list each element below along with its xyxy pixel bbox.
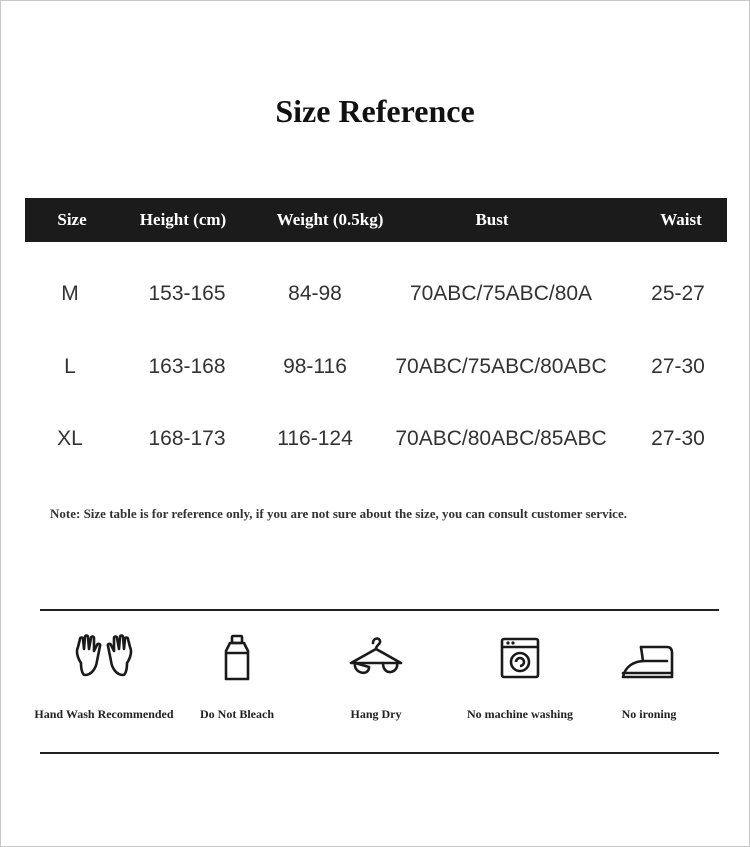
cell-height: 168-173 xyxy=(148,427,226,450)
cell-height: 163-168 xyxy=(148,355,226,378)
care-item-hang-dry xyxy=(301,629,451,729)
header-weight: Weight (0.5kg) xyxy=(276,210,384,229)
iron-icon xyxy=(619,633,679,683)
bleach-bottle-icon xyxy=(220,633,254,683)
care-label: Hang Dry xyxy=(350,707,402,721)
washing-machine-icon xyxy=(498,633,542,683)
cell-weight: 98-116 xyxy=(283,355,347,378)
header-height: Height (cm) xyxy=(139,210,227,229)
header-bust: Bust xyxy=(475,210,509,229)
cell-weight: 116-124 xyxy=(277,427,353,450)
size-table-header xyxy=(25,198,727,242)
care-label: Hand Wash Recommended xyxy=(34,707,174,721)
cell-bust: 70ABC/75ABC/80A xyxy=(409,282,593,305)
care-item-no-ironing xyxy=(574,629,724,729)
header-waist: Waist xyxy=(660,210,702,229)
table-row xyxy=(25,347,727,387)
care-item-hand-wash xyxy=(29,629,179,729)
care-item-no-machine xyxy=(445,629,595,729)
table-row xyxy=(25,419,727,459)
cell-bust: 70ABC/75ABC/80ABC xyxy=(395,355,607,378)
page-title: Size Reference xyxy=(275,93,475,129)
cell-height: 153-165 xyxy=(148,282,226,305)
care-item-no-bleach xyxy=(162,629,312,729)
hanger-icon xyxy=(347,633,405,683)
cell-waist: 27-30 xyxy=(651,427,705,450)
header-size: Size xyxy=(57,210,87,229)
cell-bust: 70ABC/80ABC/85ABC xyxy=(395,427,607,450)
cell-size: XL xyxy=(57,427,83,450)
divider-top xyxy=(40,609,719,611)
divider-bottom xyxy=(40,752,719,754)
care-label: No ironing xyxy=(621,707,677,721)
size-note: Note: Size table is for reference only, if you are not sure about the size, you can consult customer service. xyxy=(50,506,627,521)
care-label: No machine washing xyxy=(466,707,573,721)
hand-wash-icon xyxy=(71,633,137,683)
cell-weight: 84-98 xyxy=(288,282,342,305)
care-label: Do Not Bleach xyxy=(200,707,274,721)
cell-size: M xyxy=(61,282,79,305)
cell-size: L xyxy=(64,355,76,378)
table-row xyxy=(25,274,727,314)
cell-waist: 27-30 xyxy=(651,355,705,378)
cell-waist: 25-27 xyxy=(651,282,705,305)
